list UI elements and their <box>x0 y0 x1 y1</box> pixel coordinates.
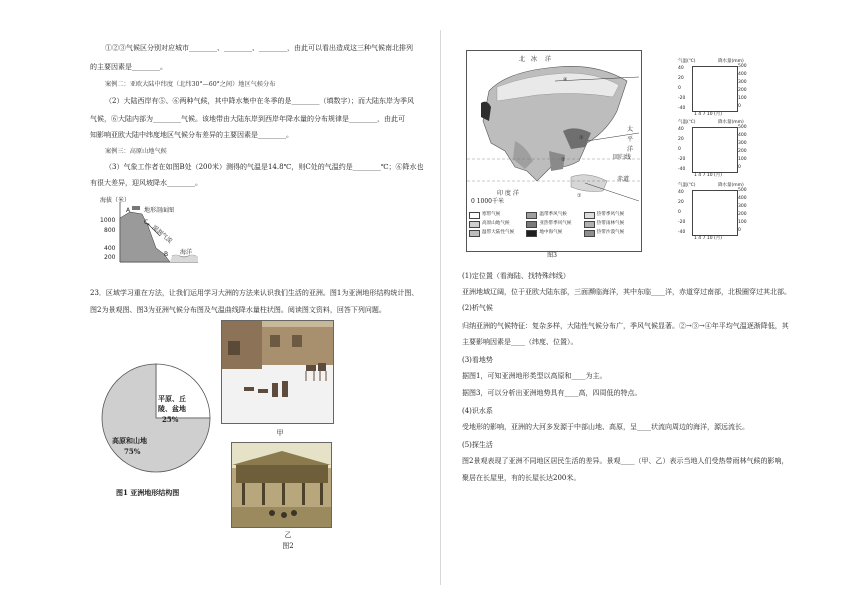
section-text: 据图1，可知亚洲地形类型以高原和____为主。 <box>462 372 607 380</box>
precip-tick: 100 <box>738 157 747 162</box>
question-line: ①②③气候区分别对应城市________、________、________，由此可以看出造成这三种气候南北排列 <box>105 44 413 52</box>
map-label-pacific: 平 <box>627 136 634 143</box>
precip-tick: 500 <box>738 188 747 193</box>
temp-tick: 20 <box>678 76 684 81</box>
figure-3-caption: 图3 <box>547 252 557 259</box>
precip-tick: 0 <box>738 228 741 233</box>
question-line: （3）气象工作者在如图B处（200米）测得的气温是14.8℃，则C处的气温约是________℃；⑥降水也 <box>105 163 424 171</box>
case-title: 案例三：高原山地气候 <box>105 148 167 155</box>
section-text: 图2景观表现了亚洲不同地区居民生活的差异。景观____（甲、乙）表示当地人们受热带雨林气候的影响， <box>462 457 789 465</box>
temp-tick: 40 <box>678 190 684 195</box>
precip-tick: 500 <box>738 125 747 130</box>
legend-label: 寒带气候 <box>482 212 501 217</box>
map-label-ocean: 洋 <box>545 56 552 63</box>
map-label-tropic: 回归线 <box>613 154 632 161</box>
question-line: 气候，⑥大陆内部为________气候。该地带由大陆东岸到西岸年降水量的分布规律是________，由此可 <box>90 115 405 123</box>
map-label-equator: 赤道 <box>617 176 630 183</box>
temp-tick: 0 <box>678 210 681 215</box>
point-label: B <box>164 251 169 258</box>
section-text: 聚居在长屋里，有的长屋长达200米。 <box>462 474 581 482</box>
case-title: 案例二：亚欧大陆中纬度（北纬30°—60°之间）地区气候分布 <box>105 81 276 88</box>
precip-axis-title: 降水量(mm) <box>718 120 744 125</box>
month-axis: 1 4 7 10 (月) <box>694 236 723 241</box>
legend-label: 地形剖面图 <box>144 207 175 214</box>
terrain-pie-chart <box>100 362 212 474</box>
question-23-line: 23．区域学习重在方法，让我们运用学习大洲的方法来认识我们生活的亚洲。图1为亚洲地形结构统计图、 <box>90 289 419 297</box>
precip-tick: 100 <box>738 220 747 225</box>
pie-label: 高原和山地 <box>112 436 147 445</box>
y-tick: 200 <box>104 254 116 261</box>
section-text: 受地形的影响，亚洲的大河多发源于中部山地、高原，呈____状流向周边的海洋，源远流长。 <box>462 423 749 431</box>
y-axis-title: 海拔（米） <box>100 197 131 204</box>
precip-tick: 400 <box>738 196 747 201</box>
legend-item <box>584 220 639 228</box>
map-label-pacific: 洋 <box>627 146 634 153</box>
legend-item <box>584 211 639 219</box>
map-legend <box>469 211 639 241</box>
legend-item <box>526 211 581 219</box>
question-line: （2）大陆西岸有⑤、⑥两种气候，其中降水集中在冬季的是________（填数字）；而大陆东岸为季风 <box>105 97 414 105</box>
chart-plot-area <box>692 127 738 173</box>
temp-tick: 40 <box>678 127 684 132</box>
precip-tick: 300 <box>738 141 747 146</box>
legend-swatch <box>469 212 480 219</box>
chart-plot-area <box>692 190 738 236</box>
legend-item <box>526 220 581 228</box>
temp-tick: -20 <box>678 96 686 101</box>
section-title: (1)定位置（看海陆、找特殊纬线） <box>462 272 570 280</box>
y-tick: 1000 <box>100 217 116 224</box>
month-axis: 1 4 7 10 (月) <box>694 112 723 117</box>
svg-text:②: ② <box>561 157 566 163</box>
precip-tick: 0 <box>738 104 741 109</box>
point-label: A <box>126 207 131 214</box>
mountain-profile-figure <box>100 196 200 268</box>
asia-climate-map <box>466 50 642 252</box>
precip-tick: 300 <box>738 204 747 209</box>
legend-label: 热带雨林气候 <box>596 221 625 226</box>
sea-label: 海洋 <box>180 249 193 256</box>
precip-tick: 200 <box>738 149 747 154</box>
temp-axis-title: 气温(℃) <box>678 120 696 125</box>
pie-label: 75% <box>124 447 141 456</box>
legend-label: 温带季风气候 <box>539 212 567 217</box>
legend-label: 亚热带季风气候 <box>539 221 572 226</box>
temp-tick: -40 <box>678 230 686 235</box>
svg-text:③: ③ <box>579 135 584 141</box>
temp-tick: -40 <box>678 106 686 111</box>
landscape-jia-image <box>221 320 334 424</box>
pie-label: 陵、盆地 <box>158 404 186 413</box>
section-text: 归纳亚洲的气候特征：复杂多样，大陆性气候分布广，季风气候显著。②→③→④年平均气温逐渐降低，其 <box>462 322 789 330</box>
chart-plot-area <box>692 66 738 112</box>
question-line: 有很大差异，迎风坡降水________。 <box>90 179 202 187</box>
point-label: C <box>144 219 149 226</box>
temp-tick: 20 <box>678 137 684 142</box>
legend-item <box>469 211 524 219</box>
figure-1-caption: 图1 亚洲地形结构图 <box>116 488 180 497</box>
temp-tick: 0 <box>678 147 681 152</box>
legend-swatch <box>526 221 537 228</box>
section-title: (5)探生活 <box>462 441 493 449</box>
precip-axis-title: 降水量(mm) <box>718 59 744 64</box>
month-axis: 1 4 7 10 (月) <box>694 173 723 178</box>
legend-swatch <box>526 212 537 219</box>
precip-axis-title: 降水量(mm) <box>718 183 744 188</box>
figure-2-caption: 图2 <box>282 542 294 550</box>
climate-chart <box>678 59 758 120</box>
legend-swatch <box>584 221 595 228</box>
svg-text:①: ① <box>577 193 582 199</box>
legend-swatch <box>584 212 595 219</box>
map-scale: 0 1000千米 <box>471 198 504 205</box>
temp-tick: -20 <box>678 157 686 162</box>
y-tick: 400 <box>104 245 116 252</box>
legend-swatch <box>469 230 480 237</box>
legend-label: 高原山地气候 <box>482 221 510 226</box>
temp-tick: 40 <box>678 66 684 71</box>
section-title: (2)析气候 <box>462 304 493 312</box>
legend-item <box>584 229 639 237</box>
legend-label: 温带大陆性气候 <box>482 230 515 235</box>
y-tick: 800 <box>104 227 116 234</box>
temp-tick: 20 <box>678 200 684 205</box>
temp-tick: -20 <box>678 220 686 225</box>
precip-tick: 200 <box>738 212 747 217</box>
temp-axis-title: 气温(℃) <box>678 183 696 188</box>
precip-tick: 200 <box>738 88 747 93</box>
map-label-north: 北 <box>519 56 526 63</box>
legend-label: 热带季风气候 <box>596 212 625 217</box>
question-line: 的主要因素是________。 <box>90 63 167 71</box>
temp-tick: 0 <box>678 86 681 91</box>
wind-label: 湿润气流 <box>150 224 174 245</box>
question-line: 知影响亚欧大陆中纬度地区气候分布差异的主要因素是________。 <box>90 131 293 139</box>
legend-item <box>526 229 581 237</box>
precip-tick: 100 <box>738 96 747 101</box>
figure-2-caption-jia: 甲 <box>276 429 284 437</box>
pie-label: 平原、丘 <box>158 394 186 403</box>
map-label-indian-ocean: 印 度 洋 <box>497 190 519 197</box>
section-text: 据图3，可以分析出亚洲地势具有____高，四周低的特点。 <box>462 389 642 397</box>
precip-tick: 300 <box>738 80 747 85</box>
section-title: (4)识水系 <box>462 407 493 415</box>
climate-chart <box>678 120 758 181</box>
legend-swatch <box>526 230 537 237</box>
section-text: 亚洲地域辽阔，位于亚欧大陆东部，三面濒临海洋，其中东临____洋，赤道穿过南部，北极圈穿过其北部。 <box>462 288 791 296</box>
section-text: 主要影响因素是____（纬度、位置）。 <box>462 338 578 346</box>
precip-tick: 400 <box>738 133 747 138</box>
legend-label: 热带沙漠气候 <box>596 230 625 235</box>
section-title: (3)看地势 <box>462 356 493 364</box>
climate-chart <box>678 183 758 244</box>
pie-label: 25% <box>162 415 179 424</box>
question-23-line: 图2为景观图、图3为亚洲气候分布图及气温曲线降水量柱状图。阅读图文资料，回答下列问题。 <box>90 306 386 314</box>
precip-tick: 0 <box>738 165 741 170</box>
legend-item <box>469 220 524 228</box>
legend-label: 地中海气候 <box>539 230 563 235</box>
figure-2-caption-yi: 乙 <box>284 531 292 539</box>
svg-text:④: ④ <box>563 77 568 83</box>
column-divider <box>440 30 441 585</box>
temp-axis-title: 气温(℃) <box>678 59 696 64</box>
precip-tick: 500 <box>738 64 747 69</box>
map-label-pacific: 太 <box>627 126 634 133</box>
landscape-yi-image <box>231 442 332 528</box>
legend-item <box>469 229 524 237</box>
temp-tick: -40 <box>678 167 686 172</box>
legend-swatch <box>469 221 480 228</box>
legend-swatch <box>584 230 595 237</box>
precip-tick: 400 <box>738 72 747 77</box>
map-label-arctic: 冰 <box>531 56 538 63</box>
